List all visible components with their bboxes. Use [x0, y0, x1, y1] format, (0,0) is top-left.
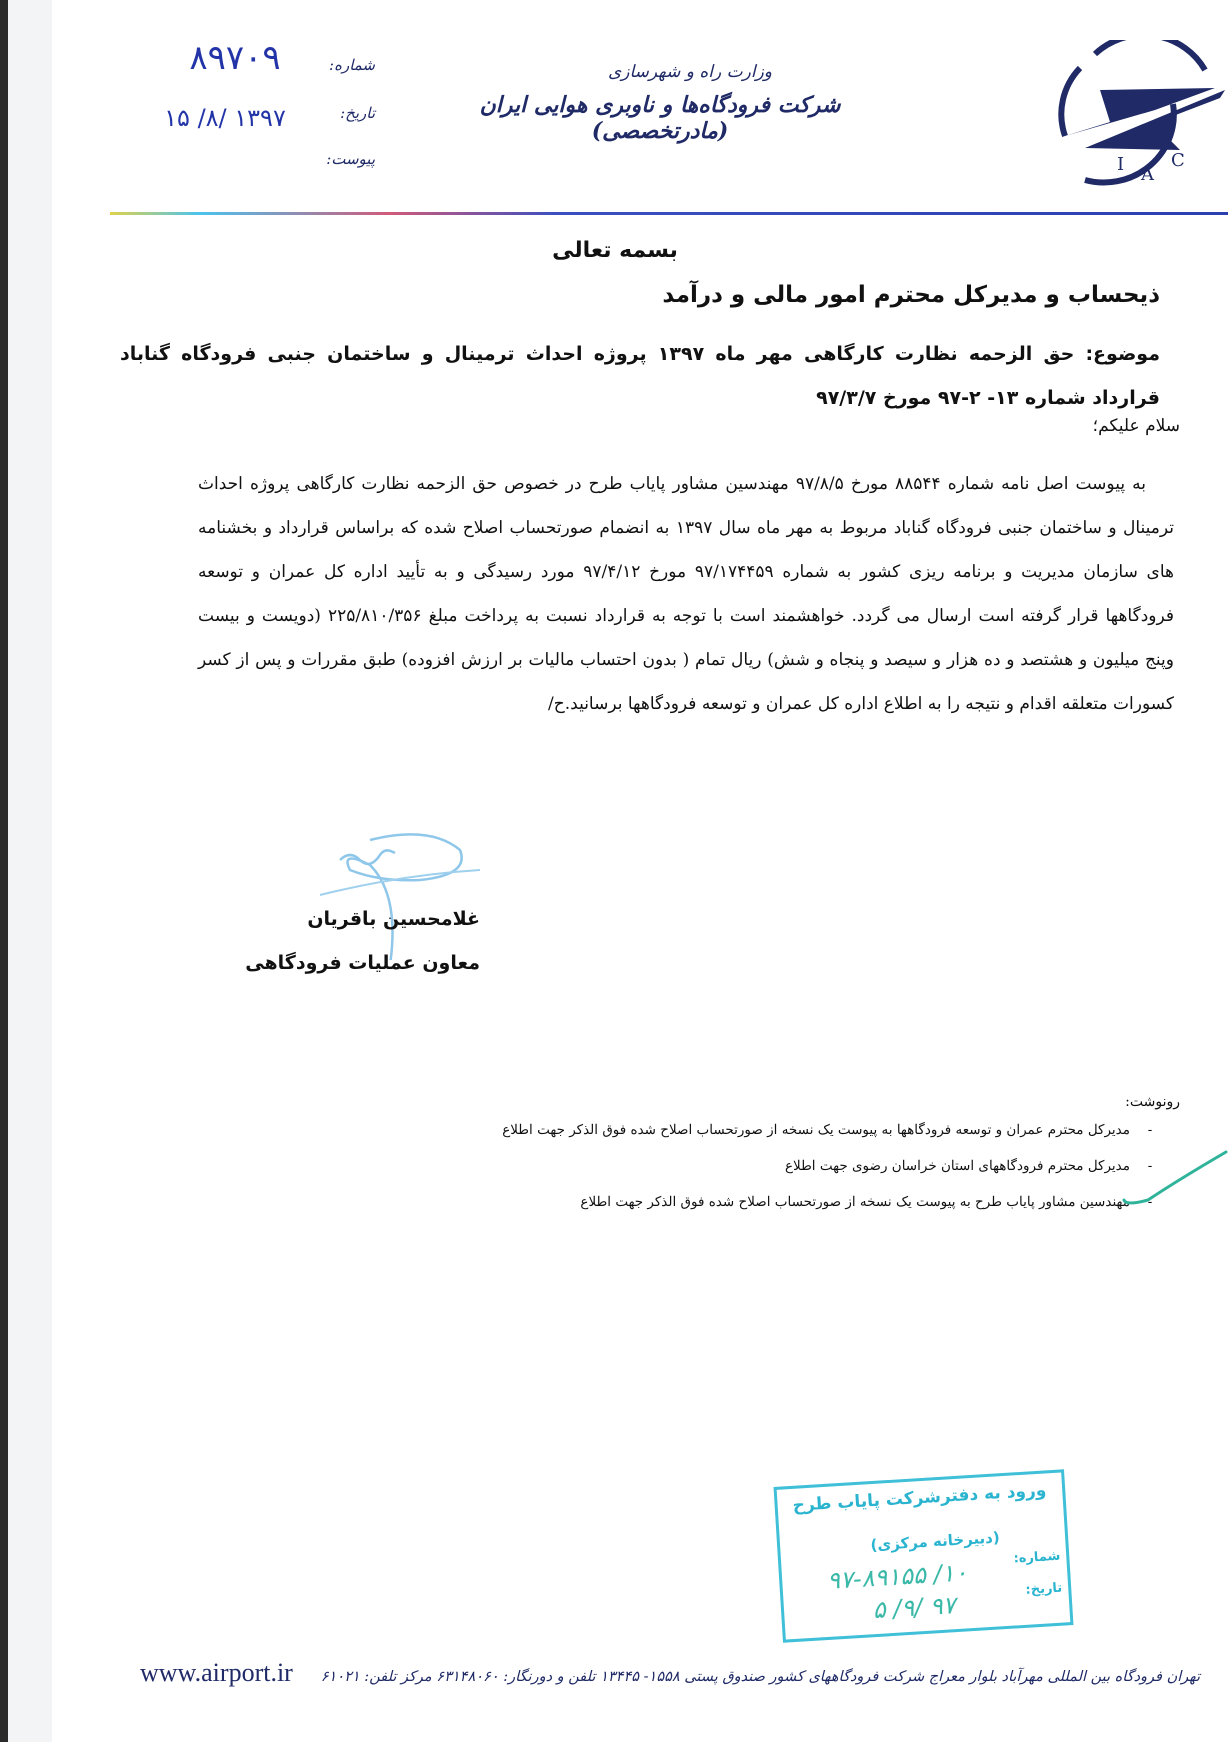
scan-edge: [0, 0, 8, 1742]
recipient: ذیحساب و مدیرکل محترم امور مالی و درآمد: [662, 282, 1160, 308]
bismillah-heading: بسمه تعالی: [552, 238, 678, 263]
handwritten-signature-icon: [300, 820, 500, 960]
cc-item: [380, 1194, 1170, 1230]
cc-item: [380, 1158, 1170, 1194]
stamp-title: ورود به دفترشرکت پایاب طرح: [792, 1480, 1047, 1516]
letter-body-paragraph: به پیوست اصل نامه شماره ۸۸۵۴۴ مورخ ۹۷/۸/۵ مهندسین مشاور پایاب طرح در خصوص حق الزحمه نظارت کارگاهی پروژه احداث ترمینال و ساختمان جنبی فرودگاه گناباد مربوط به مهر ماه سال ۱۳۹۷ به انضمام صورتحساب اصلاح شده که براساس قرارداد و بخشنامه های سازمان مدیریت و برنامه ریزی کشور به شماره ۹۷/۱۷۴۴۵۹ مورخ ۹۷/۴/۱۲ مورد رسیدگی و به تأیید اداره کل عمران و توسعه فرودگاهها قرار گرفته است ارسال می گردد. خواهشمند است با توجه به قرارداد نسبت به پرداخت مبلغ ۲۲۵/۸۱۰/۳۵۶ (دویست و بیست وپنج میلیون و هشتصد و ده هزار و سیصد و پنجاه و شش) ریال تمام ( بدون احتساب مالیات بر ارزش افزوده) طبق مقررات و پس از کسر کسورات متعلقه اقدام و نتیجه را به اطلاع اداره کل عمران و توسعه فرودگاهها برسانید.ح/: [198, 474, 1174, 714]
attachment-label: پیوست:: [326, 150, 375, 168]
cc-dash: -: [1147, 1158, 1153, 1174]
footer-website-link[interactable]: www.airport.ir: [140, 1658, 293, 1687]
subject-line: موضوع: حق الزحمه نظارت کارگاهی مهر ماه ۱۳۹۷ پروژه احداث ترمینال و ساختمان جنبی فرودگاه گناباد قرارداد شماره ۱۳- ۲-۹۷ مورخ ۹۷/۳/۷: [120, 343, 1160, 409]
cc-text: مهندسین مشاور پایاب طرح به پیوست یک نسخه از صورتحساب اصلاح شده فوق الذکر جهت اطلاع: [580, 1194, 1130, 1210]
cc-heading: رونوشت:: [1125, 1094, 1180, 1110]
footer: [140, 1658, 1200, 1688]
cc-text: مدیرکل محترم عمران و توسعه فرودگاهها به پیوست یک نسخه از صورتحساب اصلاح شده فوق الذکر جهت اطلاع: [502, 1122, 1130, 1138]
stamp-number-label: شماره:: [1013, 1548, 1061, 1567]
cc-dash: -: [1147, 1122, 1153, 1138]
cc-list: [380, 1122, 1170, 1230]
letter-date: ۱۳۹۷ /۸/ ۱۵: [164, 104, 286, 132]
signatory-name: غلامحسین باقریان: [307, 908, 480, 930]
stamp-date-label: تاریخ:: [1025, 1580, 1063, 1598]
stamp-subtitle: (دبیرخانه مرکزی): [870, 1528, 1001, 1555]
cc-dash: -: [1147, 1194, 1153, 1210]
scan-margin: [8, 0, 52, 1742]
logo-letter-a: A: [1141, 164, 1154, 185]
receipt-stamp: [774, 1469, 1074, 1642]
company-name: شرکت فرودگاه‌ها و ناوبری هوایی ایران (مادرتخصصی): [479, 92, 841, 144]
logo-letter-i: I: [1117, 154, 1125, 175]
date-label: تاریخ:: [340, 104, 375, 122]
stamp-number-value: ۱۰/ ۹۷-۸۹۱۵۵: [826, 1558, 969, 1595]
checkmark-icon: [1118, 1150, 1228, 1210]
header-divider: [110, 212, 1228, 215]
letter-number: ۸۹۷۰۹: [189, 38, 281, 78]
signatory-title: معاون عملیات فرودگاهی: [245, 952, 480, 974]
cc-text: مدیرکل محترم فرودگاههای استان خراسان رضوی جهت اطلاع: [784, 1158, 1130, 1174]
stamp-date-value: ۹۷ /۹/ ۵: [871, 1591, 957, 1625]
footer-address: تهران فرودگاه بین المللی مهرآباد بلوار معراج شرکت فرودگاههای کشور صندوق پستی ۱۵۵۸- ۱۳۴۴۵ تلفن و دورنگار: ۶۳۱۴۸۰۶۰ مرکز تلفن: ۶۱۰۲۱: [320, 1669, 1200, 1685]
cc-item: [380, 1122, 1170, 1158]
iac-logo-icon: [1025, 40, 1225, 200]
greeting: سلام علیکم؛: [1092, 416, 1180, 436]
ministry-name: وزارت راه و شهرسازی: [607, 62, 772, 82]
logo-letter-c: C: [1171, 150, 1185, 171]
number-label: شماره:: [329, 56, 375, 74]
